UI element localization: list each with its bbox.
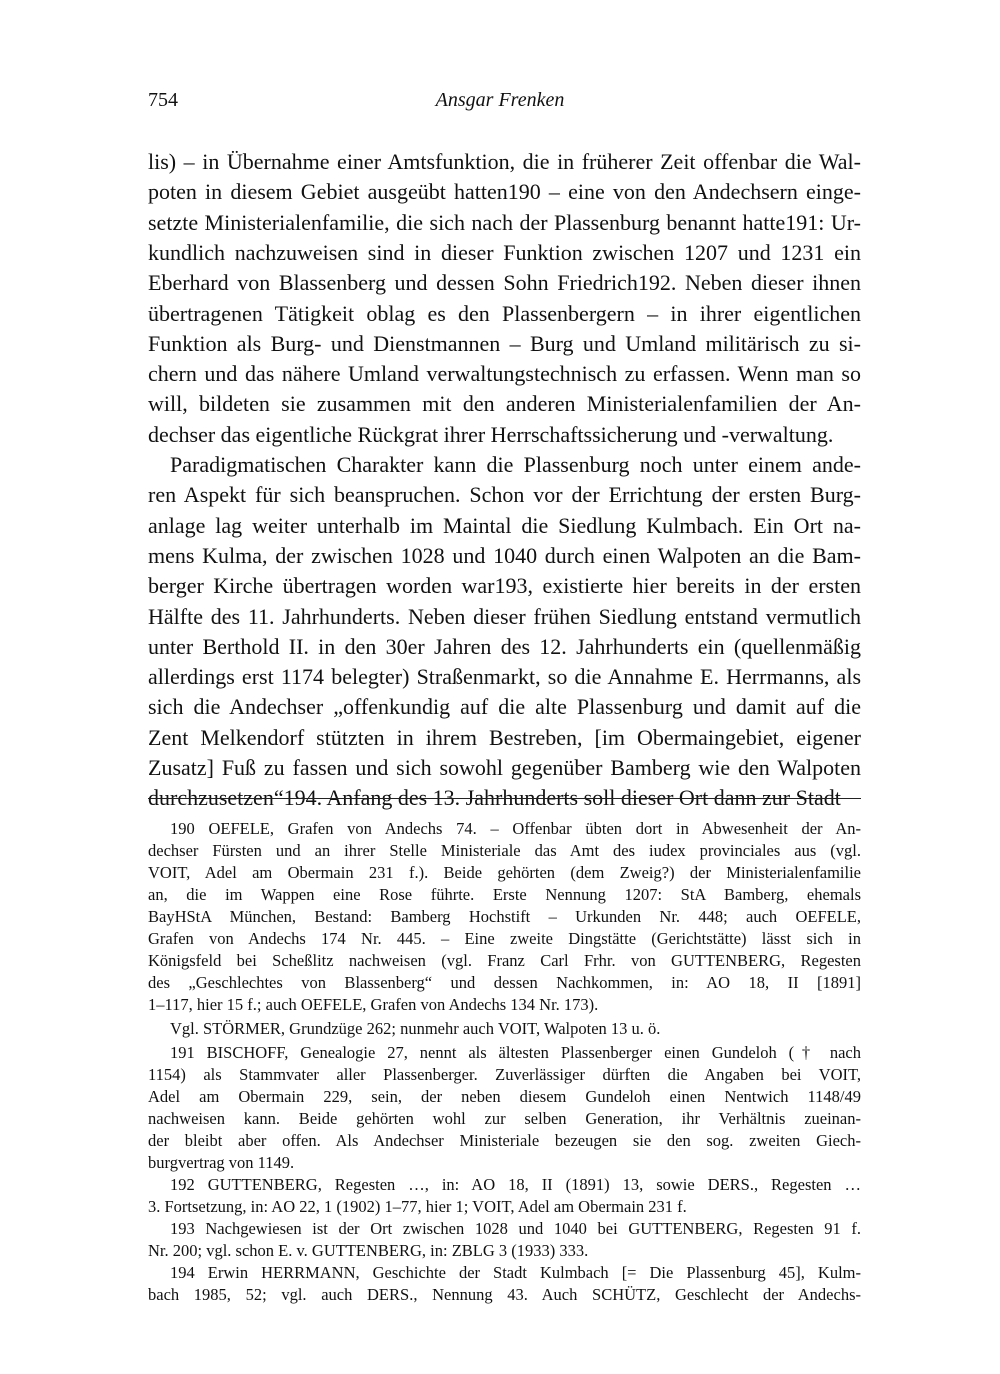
footnote-line: nachweisen kann. Beide gehörten wohl zur selben Generation, ihr Verhältnis zueinan- [148, 1109, 861, 1128]
footnote-line: Vgl. STÖRMER, Grundzüge 262; nunmehr auch VOIT, Walpoten 13 u. ö. [170, 1019, 661, 1038]
body-line: will, bildeten sie zusammen mit den anderen Ministerialenfamilien der An- [148, 391, 861, 417]
body-line: Paradigmatischen Charakter kann die Plassenburg noch unter einem ande- [170, 452, 861, 477]
running-head: Ansgar Frenken [435, 89, 565, 111]
body-line: durchzusetzen“194. Anfang des 13. Jahrhunderts soll dieser Ort dann zur Stadt [148, 785, 841, 811]
body-line: chern und das nähere Umland verwaltungstechnisch zu erfassen. Wenn man so [148, 361, 861, 387]
footnote-line: burgvertrag von 1149. [148, 1153, 295, 1172]
body-line: unter Berthold II. in den 30er Jahren des 12. Jahrhunderts ein (quellenmäßig [148, 633, 861, 659]
body-line: mens Kulma, der zwischen 1028 und 1040 durch einen Walpoten an die Bam- [148, 542, 861, 568]
footnote-line: Adel am Obermain 229, sein, der neben diesem Gundeloh einen Nentwich 1148/49 [148, 1087, 861, 1106]
body-line: ren Aspekt für sich beanspruchen. Schon vor der Errichtung der ersten Burg- [148, 482, 861, 508]
page-number: 754 [148, 89, 178, 111]
body-line: Eberhard von Blassenberg und dessen Sohn Friedrich192. Neben dieser ihnen [148, 270, 861, 296]
footnote-line: 1154) als Stammvater aller Plassenberger. Zuverlässiger dürften die Angaben bei VOIT, [148, 1065, 861, 1084]
body-line: übertragenen Tätigkeit oblag es den Plassenbergern – in ihrer eigentlichen [148, 300, 861, 326]
body-line: berger Kirche übertragen worden war193, existierte hier bereits in der ersten [148, 573, 861, 599]
footnote-line: VOIT, Adel am Obermain 231 f.). Beide gehörten (dem Zweig?) der Ministerialenfamilie [148, 863, 861, 882]
footnote-line: 1–117, hier 15 f.; auch OEFELE, Grafen von Andechs 134 Nr. 173). [148, 995, 599, 1014]
body-line: lis) – in Übernahme einer Amtsfunktion, die in früherer Zeit offenbar die Wal- [148, 149, 861, 174]
body-line: Zusatz] Fuß zu fassen und sich sowohl gegenüber Bamberg wie den Walpoten [148, 755, 861, 780]
footnote-line: des „Geschlechtes von Blassenberg“ und dessen Nachkommen, in: AO 18, II [1891] [148, 973, 861, 992]
footnote-rule [148, 798, 861, 799]
body-line: poten in diesem Gebiet ausgeübt hatten190 – eine von den Andechsern einge- [148, 179, 861, 205]
body-line: Zent Melkendorf stützten in ihrem Bestreben, [im Obermaingebiet, eigener [148, 724, 861, 750]
footnote-line: Nr. 200; vgl. schon E. v. GUTTENBERG, in: ZBLG 3 (1933) 333. [148, 1241, 589, 1260]
footnote-line: Grafen von Andechs 174 Nr. 445. – Eine zweite Dingstätte (Gerichtstätte) lässt sich in [148, 929, 861, 948]
body-line: Funktion als Burg- und Dienstmannen – Burg und Umland militärisch zu si- [148, 330, 861, 356]
footnote-line: 3. Fortsetzung, in: AO 22, 1 (1902) 1–77, hier 1; VOIT, Adel am Obermain 231 f. [148, 1197, 687, 1216]
footnote-line: der bleibt aber offen. Als Andechser Ministeriale bezeugen sie den sog. zweiten Giech- [148, 1131, 861, 1150]
footnote-line: bach 1985, 52; vgl. auch DERS., Nennung 43. Auch SCHÜTZ, Geschlecht der Andechs- [148, 1285, 861, 1304]
footnote-line: 193 Nachgewiesen ist der Ort zwischen 1028 und 1040 bei GUTTENBERG, Regesten 91 f. [170, 1219, 861, 1238]
body-line: dechser das eigentliche Rückgrat ihrer Herrschaftssicherung und -verwaltung. [148, 421, 834, 447]
body-line: sich die Andechser „offenkundig auf die alte Plassenburg und damit auf die [148, 694, 861, 720]
body-line: setzte Ministerialenfamilie, die sich nach der Plassenburg benannt hatte191: Ur- [148, 209, 861, 235]
footnote-line: BayHStA München, Bestand: Bamberg Hochstift – Urkunden Nr. 448; auch OEFELE, [148, 907, 861, 926]
footnote-line: 194 Erwin HERRMANN, Geschichte der Stadt Kulmbach [= Die Plassenburg 45], Kulm- [170, 1263, 861, 1282]
footnote-line: 192 GUTTENBERG, Regesten …, in: AO 18, II (1891) 13, sowie DERS., Regesten … [170, 1175, 861, 1194]
footnote-line: 190 OEFELE, Grafen von Andechs 74. – Offenbar übten dort in Abwesenheit der An- [170, 819, 861, 838]
footnote-line: 191 BISCHOFF, Genealogie 27, nennt als ältesten Plassenberger einen Gundeloh († nach [170, 1043, 861, 1062]
body-line: allerdings erst 1174 belegter) Straßenmarkt, so die Annahme E. Herrmanns, als [148, 664, 861, 690]
footnote-line: an, die im Wappen eine Rose führte. Erste Nennung 1207: StA Bamberg, ehemals [148, 885, 861, 904]
footnote-line: Königsfeld bei Scheßlitz nachweisen (vgl. Franz Carl Frhr. von GUTTENBERG, Regesten [148, 951, 861, 970]
body-line: anlage lag weiter unterhalb im Maintal die Siedlung Kulmbach. Ein Ort na- [148, 512, 861, 538]
body-line: Hälfte des 11. Jahrhunderts. Neben dieser frühen Siedlung entstand vermutlich [148, 603, 861, 629]
body-line: kundlich nachzuweisen sind in dieser Funktion zwischen 1207 und 1231 ein [148, 239, 861, 265]
footnote-line: dechser Fürsten und an ihrer Stelle Ministeriale das Amt des iudex provinciales aus (vgl. [148, 841, 861, 860]
